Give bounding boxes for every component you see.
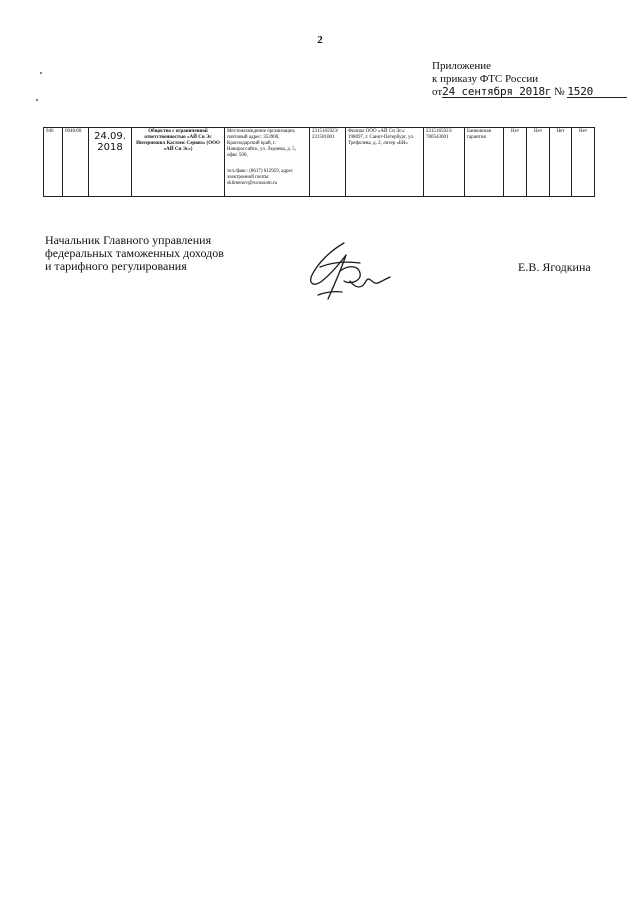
appendix-date-prefix: от	[432, 86, 443, 98]
guarantee-cell: Банковская гарантия	[465, 128, 504, 197]
signer-title-line: Начальник Главного управления	[45, 233, 212, 247]
registry-table	[43, 127, 595, 197]
location-cell	[225, 128, 310, 197]
appendix-header	[432, 60, 627, 99]
page-number: 2	[317, 34, 323, 46]
org-name-cell: Общество с ограниченной ответственностью «АЙ Си Эс Интернешнл Кастомс Сервиз» (ООО «АЙ Си Эс»)	[132, 128, 225, 197]
date-cell	[89, 128, 132, 197]
inn-kpp-cell: 2315165923/ 231501001	[310, 128, 346, 197]
signer-title	[45, 234, 224, 273]
flag-cell: Нет	[504, 128, 527, 197]
reg-number-cell: 946	[44, 128, 63, 197]
flag-cell: Нет	[572, 128, 595, 197]
branch-cell: Филиал ООО «АЙ Си Эс»: 198097, г. Санкт-Петербург, ул. Трефолева, д. 2, литер «БИ»	[346, 128, 424, 197]
date-value: 24.09.2018	[94, 131, 126, 153]
signer-title-line: и тарифного регулирования	[45, 259, 187, 273]
cert-number-cell: 0946/00	[63, 128, 89, 197]
appendix-title: Приложение	[432, 60, 492, 72]
scan-speck	[40, 72, 42, 74]
appendix-number: 1520	[567, 86, 627, 98]
contacts-text: тел./факс: (8617) 612959, адрес электронной почты: sklimenov@rucussom.ru	[227, 169, 294, 186]
signer-title-line: федеральных таможенных доходов	[45, 246, 224, 260]
flag-cell: Нет	[550, 128, 572, 197]
branch-inn-kpp-cell: 2315165923/ 780543001	[424, 128, 465, 197]
scan-speck	[36, 99, 38, 101]
appendix-date-line	[432, 86, 627, 99]
appendix-order-ref: к приказу ФТС России	[432, 73, 539, 85]
signer-name: Е.В. Ягодкина	[518, 260, 591, 274]
location-text: Местонахождение организации, почтовый адрес: 353900, Краснодарский край, г. Новороссийск, ул. Леднева, д. 5, офис 506,	[227, 129, 297, 158]
appendix-date: 24 сентября 2018г	[442, 85, 552, 98]
handwritten-signature	[300, 237, 392, 305]
table-row	[44, 128, 595, 197]
flag-cell: Нет	[527, 128, 550, 197]
appendix-number-sign: №	[554, 86, 565, 98]
